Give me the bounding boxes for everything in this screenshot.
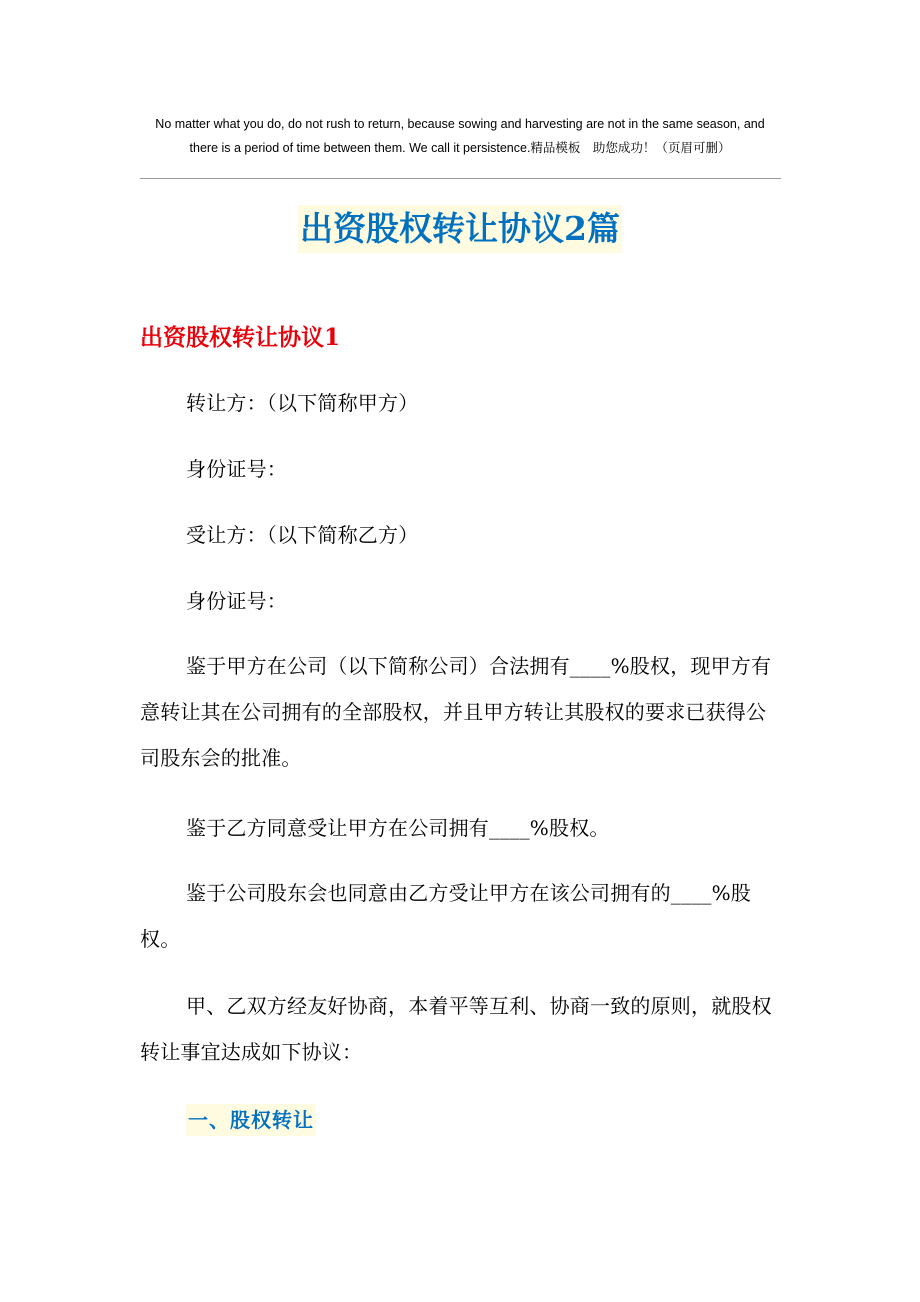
subheading-equity-transfer: 一、股权转让 [186,1104,316,1136]
title-container [0,205,920,253]
subheading-container [186,1104,316,1136]
paragraph-agreement-intro: 甲、乙双方经友好协商，本着平等互利、协商一致的原则，就股权转让事宜达成如下协议： [140,994,772,1064]
document-title: 出资股权转让协议2篇 [298,205,622,253]
paragraph-transferee: 受让方：（以下简称乙方） [186,523,419,547]
section-heading: 出资股权转让协议1 [140,324,341,351]
paragraph-recital-3: 鉴于公司股东会也同意由乙方受让甲方在该公司拥有的____%股权。 [140,881,752,951]
header-line-1: No matter what you do, do not rush to return, because sowing and harvesting are not in the same season, and [155,117,765,131]
header-line-2: there is a period of time between them. We call it persistence.精品模板 助您成功！（页眉可删） [189,141,731,155]
paragraph-recital-2: 鉴于乙方同意受让甲方在公司拥有____%股权。 [186,816,610,840]
page-header [140,112,780,160]
header-divider [140,178,781,179]
paragraph-transferee-id: 身份证号： [186,589,287,613]
paragraph-transferor-id: 身份证号： [186,457,287,481]
paragraph-recital-1: 鉴于甲方在公司（以下简称公司）合法拥有____%股权，现甲方有意转让其在公司拥有的全部股权，并且甲方转让其股权的要求已获得公司股东会的批准。 [140,654,772,770]
paragraph-transferor: 转让方：（以下简称甲方） [186,391,419,415]
